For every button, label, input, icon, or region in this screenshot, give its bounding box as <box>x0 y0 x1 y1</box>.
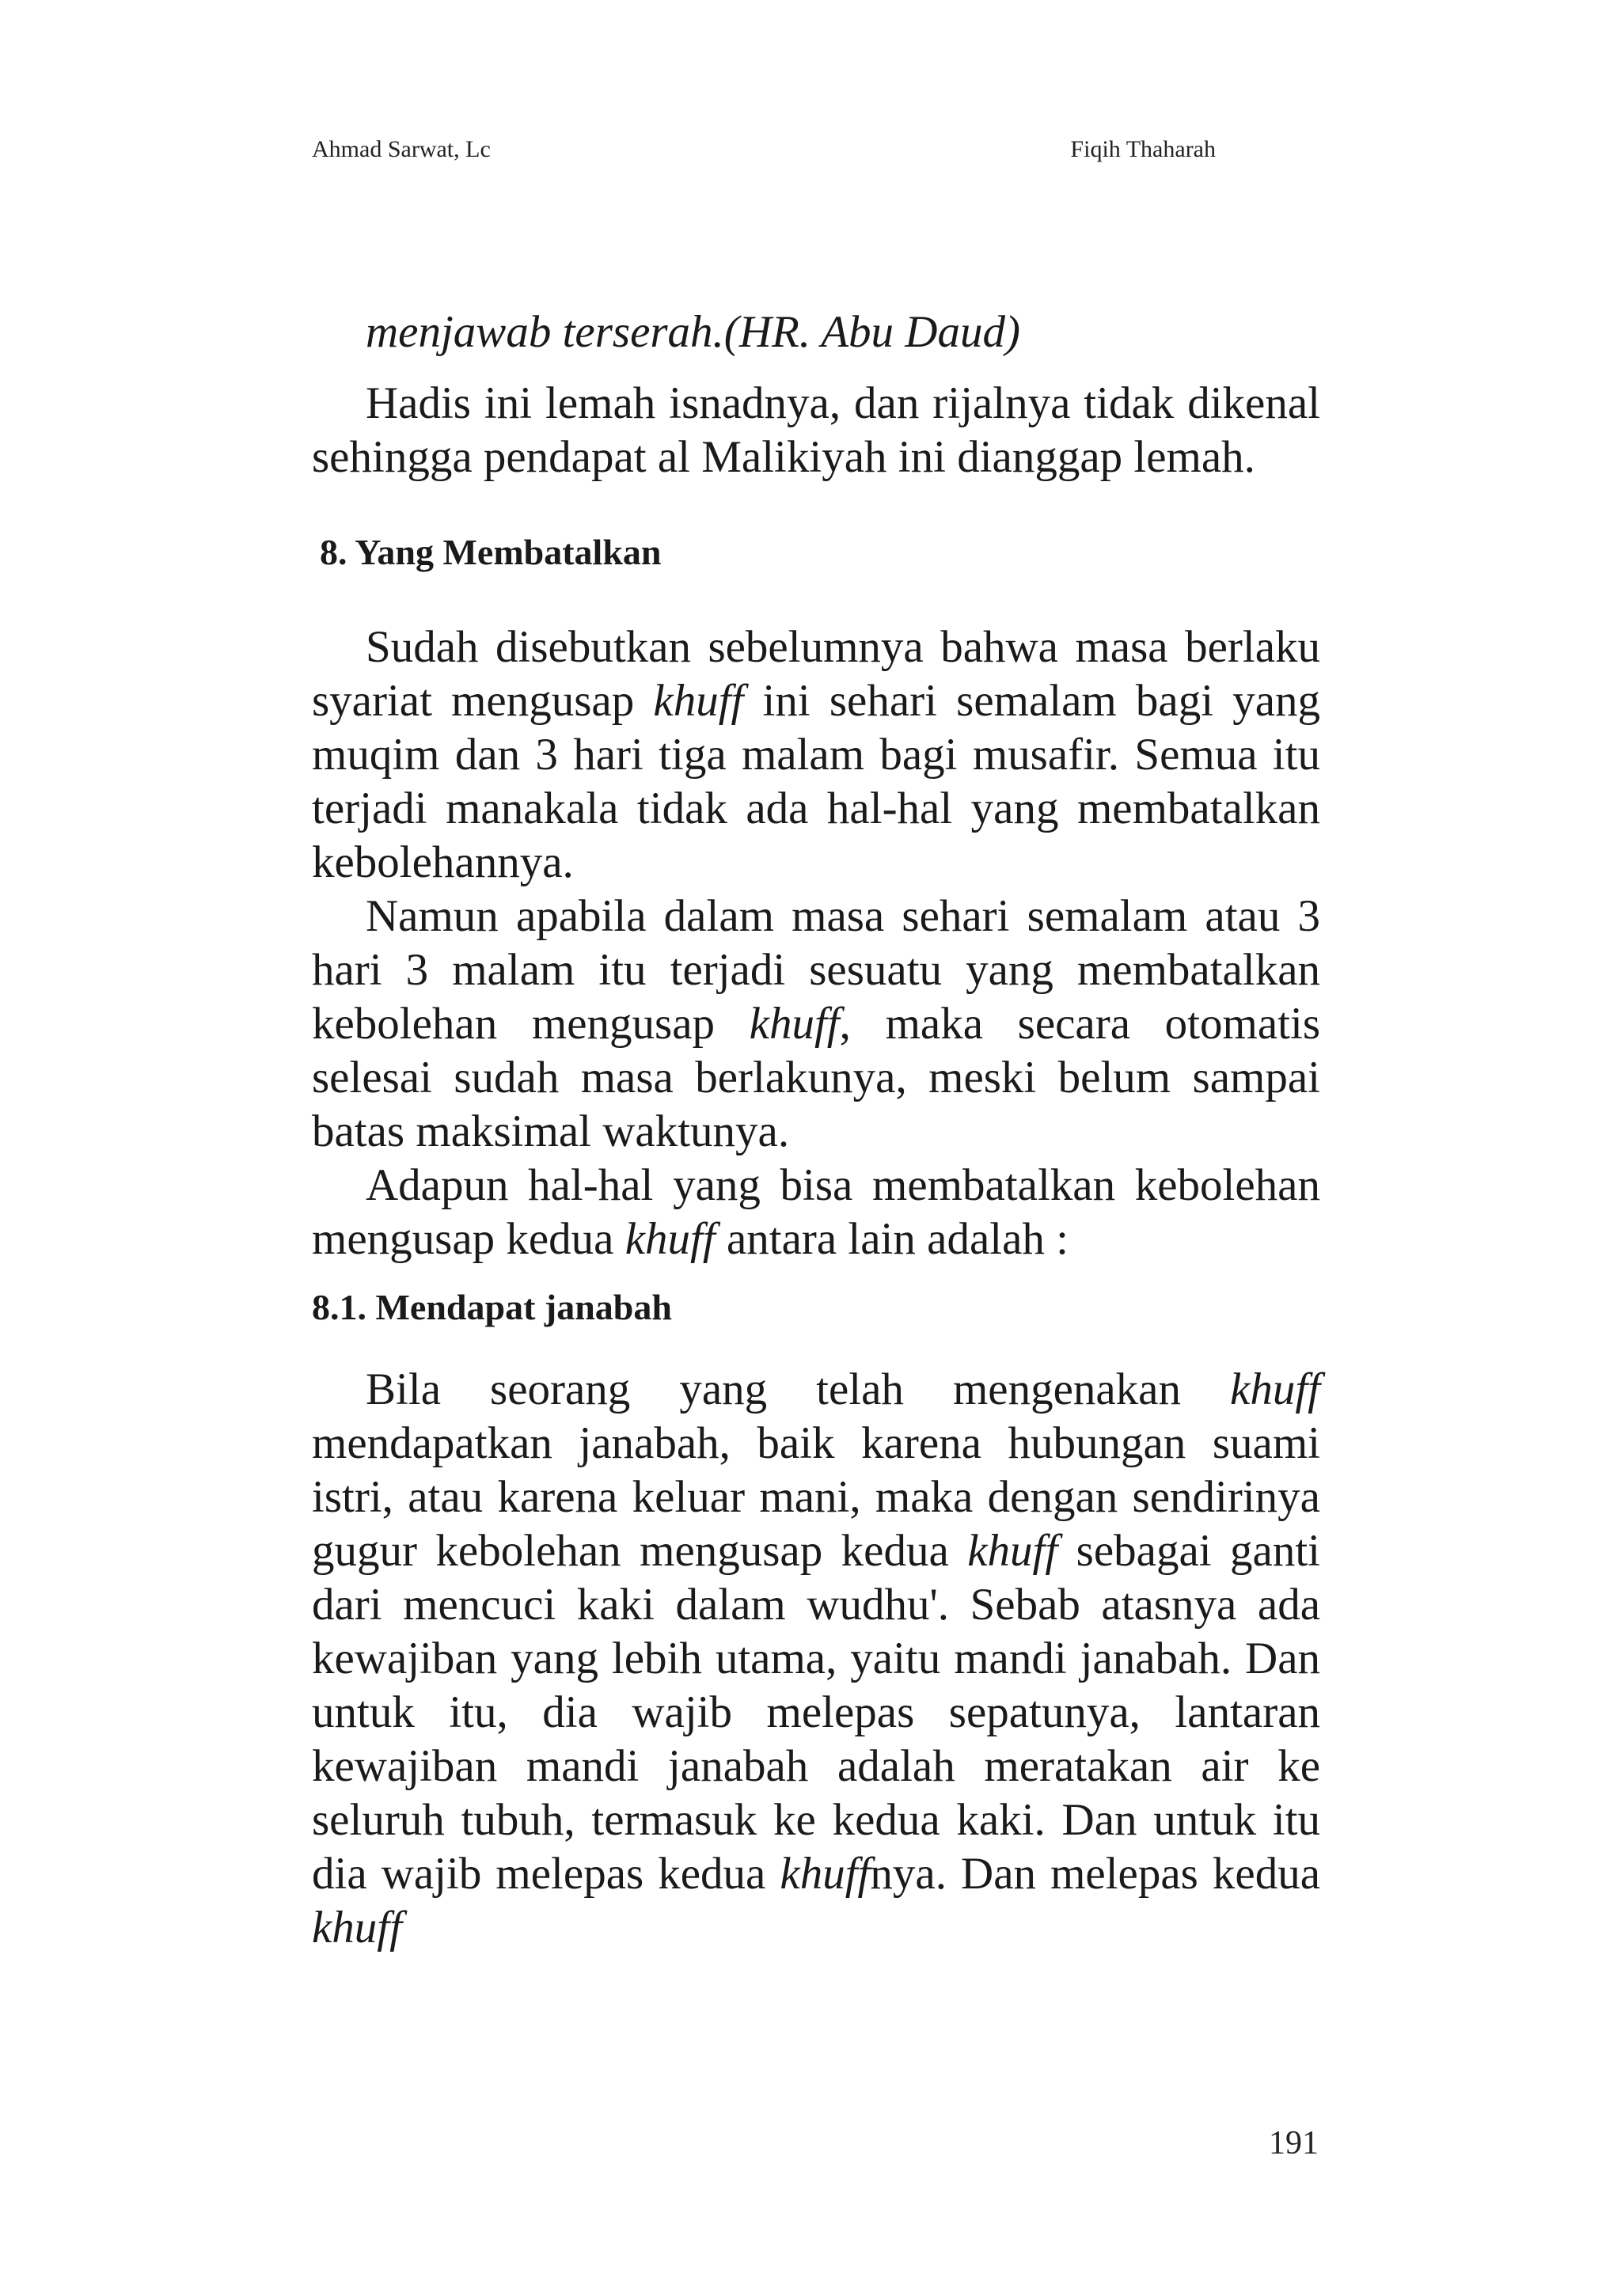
section-heading-8: 8. Yang Membatalkan <box>320 532 662 572</box>
term-khuff: khuff <box>967 1526 1058 1576</box>
term-khuff: khuff <box>749 999 840 1049</box>
header-book-title: Fiqih Thaharah <box>1070 136 1216 162</box>
paragraph-8-intro: Sudah disebutkan sebelumnya bahwa masa berlaku syariat mengusap khuff ini sehari semalam bagi yang muqim dan 3 hari tiga malam bagi musafir. Semua itu terjadi manakala tidak ada hal-hal yang membatalkan kebolehannya. <box>312 622 1320 887</box>
term-khuff: khuff <box>312 1903 402 1953</box>
paragraph-8-1-janabah: Bila seorang yang telah mengenakan khuff mendapatkan janabah, baik karena hubungan suami istri, atau karena keluar mani, maka dengan sendirinya gugur kebolehan mengusap kedua khuff sebagai ganti dari mencuci kaki dalam wudhu'. Sebab atasnya ada kewajiban yang lebih utama, yaitu mandi janabah. Dan untuk itu, dia wajib melepas sepatunya, lantaran kewajiban mandi janabah adalah meratakan air ke seluruh tubuh, termasuk ke kedua kaki. Dan untuk itu dia wajib melepas kedua khuffnya. Dan melepas kedua khuff <box>312 1364 1321 1953</box>
page-number: 191 <box>1269 2125 1319 2161</box>
running-header <box>312 136 1216 168</box>
term-khuff: khuff <box>780 1849 871 1899</box>
section-heading-8-1: 8.1. Mendapat janabah <box>312 1287 672 1327</box>
hadith-quote-tail: menjawab terserah.(HR. Abu Daud) <box>366 307 1020 357</box>
paragraph-hadis-assessment: Hadis ini lemah isnadnya, dan rijalnya tidak dikenal sehingga pendapat al Malikiyah ini dianggap lemah. <box>312 378 1320 482</box>
term-khuff: khuff <box>653 676 744 726</box>
term-khuff: khuff <box>624 1214 716 1264</box>
paragraph-8-adapun: Adapun hal-hal yang bisa membatalkan kebolehan mengusap kedua khuff antara lain adalah : <box>312 1160 1320 1264</box>
term-khuff: khuff <box>1230 1364 1320 1414</box>
paragraph-8-namun: Namun apabila dalam masa sehari semalam atau 3 hari 3 malam itu terjadi sesuatu yang membatalkan kebolehan mengusap khuff, maka secara otomatis selesai sudah masa berlakunya, meski belum sampai batas maksimal waktunya. <box>312 891 1320 1156</box>
page-content <box>312 306 1320 1955</box>
header-author: Ahmad Sarwat, Lc <box>312 136 491 162</box>
